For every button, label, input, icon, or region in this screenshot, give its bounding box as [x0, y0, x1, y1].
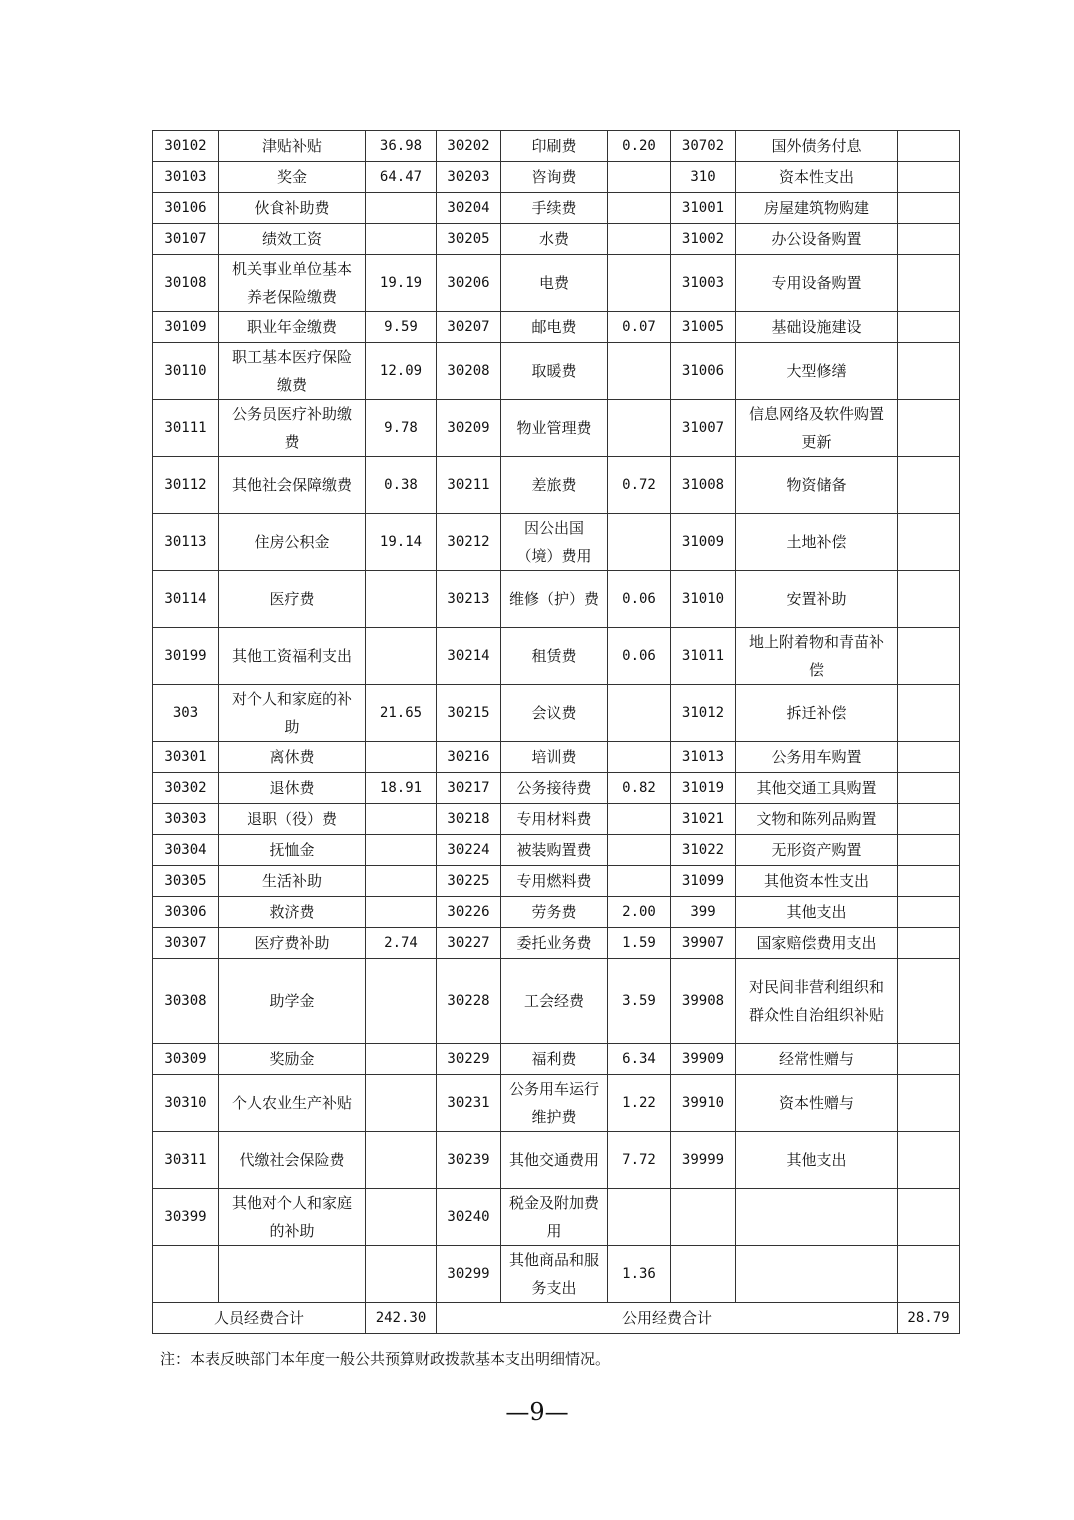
- cell-code-1: 30399: [153, 1189, 219, 1246]
- cell-code-1: 30309: [153, 1044, 219, 1075]
- cell-code-2: 30299: [437, 1246, 501, 1303]
- cell-name-3: 办公设备购置: [736, 224, 898, 255]
- cell-code-3: [671, 1189, 736, 1246]
- table-row: [153, 224, 960, 255]
- cell-name-2: 福利费: [501, 1044, 608, 1075]
- cell-value-3: [898, 773, 960, 804]
- cell-value-3: [898, 571, 960, 628]
- cell-value-2: 1.22: [608, 1075, 671, 1132]
- cell-value-2: 0.06: [608, 571, 671, 628]
- cell-value-1: [366, 1246, 437, 1303]
- cell-code-1: 30114: [153, 571, 219, 628]
- table-row: [153, 1132, 960, 1189]
- cell-code-1: 30308: [153, 959, 219, 1044]
- cell-value-1: [366, 897, 437, 928]
- cell-value-1: [366, 193, 437, 224]
- cell-name-2: 因公出国（境）费用: [501, 514, 608, 571]
- cell-code-3: 39999: [671, 1132, 736, 1189]
- table-row: [153, 685, 960, 742]
- cell-value-3: [898, 928, 960, 959]
- cell-name-3: 公务用车购置: [736, 742, 898, 773]
- public-total-label: 公用经费合计: [437, 1303, 898, 1334]
- cell-name-2: 其他商品和服务支出: [501, 1246, 608, 1303]
- table-row: [153, 866, 960, 897]
- cell-code-2: 30231: [437, 1075, 501, 1132]
- cell-value-3: [898, 959, 960, 1044]
- cell-code-3: 31002: [671, 224, 736, 255]
- cell-name-1: 其他对个人和家庭的补助: [219, 1189, 366, 1246]
- cell-value-1: 9.59: [366, 312, 437, 343]
- cell-value-3: [898, 1044, 960, 1075]
- cell-code-2: 30205: [437, 224, 501, 255]
- cell-code-1: 30311: [153, 1132, 219, 1189]
- personnel-total-label: 人员经费合计: [153, 1303, 366, 1334]
- cell-name-3: 房屋建筑物购建: [736, 193, 898, 224]
- cell-name-3: 安置补助: [736, 571, 898, 628]
- table-row: [153, 255, 960, 312]
- cell-value-3: [898, 457, 960, 514]
- table-row: [153, 162, 960, 193]
- cell-value-1: 19.19: [366, 255, 437, 312]
- cell-name-2: 培训费: [501, 742, 608, 773]
- cell-value-3: [898, 343, 960, 400]
- cell-value-3: [898, 312, 960, 343]
- table-row: [153, 343, 960, 400]
- cell-name-3: 其他交通工具购置: [736, 773, 898, 804]
- cell-name-3: 大型修缮: [736, 343, 898, 400]
- table-row: [153, 1189, 960, 1246]
- cell-code-1: 30113: [153, 514, 219, 571]
- cell-name-2: 委托业务费: [501, 928, 608, 959]
- cell-value-2: 7.72: [608, 1132, 671, 1189]
- cell-code-1: 30103: [153, 162, 219, 193]
- cell-value-1: [366, 1044, 437, 1075]
- cell-name-2: 工会经费: [501, 959, 608, 1044]
- cell-name-3: [736, 1246, 898, 1303]
- cell-value-3: [898, 742, 960, 773]
- cell-code-2: 30226: [437, 897, 501, 928]
- table-row: [153, 804, 960, 835]
- cell-name-1: 公务员医疗补助缴费: [219, 400, 366, 457]
- cell-value-1: [366, 835, 437, 866]
- cell-value-2: [608, 343, 671, 400]
- cell-value-3: [898, 804, 960, 835]
- cell-code-2: 30202: [437, 131, 501, 162]
- cell-code-3: 39909: [671, 1044, 736, 1075]
- cell-name-1: 代缴社会保险费: [219, 1132, 366, 1189]
- cell-name-3: [736, 1189, 898, 1246]
- cell-name-1: 医疗费: [219, 571, 366, 628]
- cell-value-3: [898, 685, 960, 742]
- total-row: [153, 1303, 960, 1334]
- cell-name-1: 职业年金缴费: [219, 312, 366, 343]
- cell-value-3: [898, 835, 960, 866]
- table-row: [153, 959, 960, 1044]
- cell-code-1: 30304: [153, 835, 219, 866]
- table-row: [153, 835, 960, 866]
- cell-name-1: 退休费: [219, 773, 366, 804]
- cell-name-2: 税金及附加费用: [501, 1189, 608, 1246]
- cell-code-1: 30302: [153, 773, 219, 804]
- cell-code-2: 30218: [437, 804, 501, 835]
- cell-code-1: 30310: [153, 1075, 219, 1132]
- cell-name-2: 会议费: [501, 685, 608, 742]
- table-row: [153, 514, 960, 571]
- table-row: [153, 131, 960, 162]
- cell-value-3: [898, 1132, 960, 1189]
- cell-code-2: 30213: [437, 571, 501, 628]
- cell-value-1: [366, 628, 437, 685]
- cell-code-1: 30102: [153, 131, 219, 162]
- cell-value-3: [898, 1246, 960, 1303]
- cell-code-1: 30107: [153, 224, 219, 255]
- cell-name-3: 对民间非营利组织和群众性自治组织补贴: [736, 959, 898, 1044]
- cell-code-1: 30301: [153, 742, 219, 773]
- cell-name-2: 公务接待费: [501, 773, 608, 804]
- table-row: [153, 897, 960, 928]
- cell-name-1: 机关事业单位基本养老保险缴费: [219, 255, 366, 312]
- cell-code-2: 30216: [437, 742, 501, 773]
- table-row: [153, 773, 960, 804]
- cell-name-3: 专用设备购置: [736, 255, 898, 312]
- cell-value-2: 0.06: [608, 628, 671, 685]
- budget-detail-table: [152, 130, 960, 1334]
- cell-name-3: 其他资本性支出: [736, 866, 898, 897]
- cell-code-1: 30199: [153, 628, 219, 685]
- cell-code-3: 31006: [671, 343, 736, 400]
- cell-name-1: 救济费: [219, 897, 366, 928]
- cell-name-2: 咨询费: [501, 162, 608, 193]
- cell-value-2: [608, 742, 671, 773]
- cell-value-2: [608, 514, 671, 571]
- table-row: [153, 1044, 960, 1075]
- cell-name-3: 资本性支出: [736, 162, 898, 193]
- cell-code-2: 30204: [437, 193, 501, 224]
- cell-name-3: 文物和陈列品购置: [736, 804, 898, 835]
- cell-value-1: [366, 804, 437, 835]
- cell-code-1: 30112: [153, 457, 219, 514]
- cell-code-3: 30702: [671, 131, 736, 162]
- cell-name-2: 维修（护）费: [501, 571, 608, 628]
- cell-value-2: [608, 400, 671, 457]
- cell-code-2: 30214: [437, 628, 501, 685]
- cell-name-3: 其他支出: [736, 1132, 898, 1189]
- cell-name-3: 信息网络及软件购置更新: [736, 400, 898, 457]
- table-row: [153, 400, 960, 457]
- cell-name-1: 绩效工资: [219, 224, 366, 255]
- cell-name-1: 医疗费补助: [219, 928, 366, 959]
- cell-code-2: 30206: [437, 255, 501, 312]
- table-row: [153, 312, 960, 343]
- table-body: [153, 131, 960, 1303]
- cell-code-1: 30307: [153, 928, 219, 959]
- cell-name-2: 其他交通费用: [501, 1132, 608, 1189]
- cell-code-3: 399: [671, 897, 736, 928]
- cell-name-3: 无形资产购置: [736, 835, 898, 866]
- cell-value-2: [608, 224, 671, 255]
- cell-name-1: 生活补助: [219, 866, 366, 897]
- cell-name-3: 土地补偿: [736, 514, 898, 571]
- cell-name-3: 拆迁补偿: [736, 685, 898, 742]
- cell-code-3: 31007: [671, 400, 736, 457]
- cell-code-1: 30111: [153, 400, 219, 457]
- cell-name-2: 差旅费: [501, 457, 608, 514]
- cell-value-3: [898, 897, 960, 928]
- cell-value-3: [898, 1075, 960, 1132]
- cell-code-1: 30110: [153, 343, 219, 400]
- cell-code-3: 31099: [671, 866, 736, 897]
- cell-value-2: [608, 866, 671, 897]
- cell-code-3: 31005: [671, 312, 736, 343]
- cell-code-1: 30106: [153, 193, 219, 224]
- cell-name-3: 国外债务付息: [736, 131, 898, 162]
- table-row: [153, 1246, 960, 1303]
- cell-code-3: 31013: [671, 742, 736, 773]
- cell-value-2: 6.34: [608, 1044, 671, 1075]
- cell-code-3: 31001: [671, 193, 736, 224]
- cell-name-1: 奖金: [219, 162, 366, 193]
- cell-name-3: 经常性赠与: [736, 1044, 898, 1075]
- cell-name-2: 物业管理费: [501, 400, 608, 457]
- cell-code-1: [153, 1246, 219, 1303]
- table-row: [153, 928, 960, 959]
- cell-name-2: 公务用车运行维护费: [501, 1075, 608, 1132]
- cell-value-2: [608, 685, 671, 742]
- page-number: —9—: [505, 1398, 569, 1426]
- cell-name-3: 基础设施建设: [736, 312, 898, 343]
- cell-name-3: 国家赔偿费用支出: [736, 928, 898, 959]
- table-note: 注：本表反映部门本年度一般公共预算财政拨款基本支出明细情况。: [160, 1350, 611, 1368]
- cell-code-1: 30109: [153, 312, 219, 343]
- cell-value-3: [898, 628, 960, 685]
- table-row: [153, 628, 960, 685]
- cell-code-2: 30217: [437, 773, 501, 804]
- cell-code-2: 30225: [437, 866, 501, 897]
- cell-code-3: 31022: [671, 835, 736, 866]
- cell-name-1: 助学金: [219, 959, 366, 1044]
- cell-value-1: 21.65: [366, 685, 437, 742]
- cell-code-1: 30108: [153, 255, 219, 312]
- cell-value-1: 36.98: [366, 131, 437, 162]
- cell-name-1: 离休费: [219, 742, 366, 773]
- cell-name-1: 其他社会保障缴费: [219, 457, 366, 514]
- cell-value-1: [366, 571, 437, 628]
- cell-value-1: 19.14: [366, 514, 437, 571]
- cell-code-1: 30303: [153, 804, 219, 835]
- cell-name-2: 租赁费: [501, 628, 608, 685]
- cell-name-1: 伙食补助费: [219, 193, 366, 224]
- cell-name-2: 水费: [501, 224, 608, 255]
- cell-name-1: 抚恤金: [219, 835, 366, 866]
- cell-name-2: 专用材料费: [501, 804, 608, 835]
- cell-name-1: 对个人和家庭的补助: [219, 685, 366, 742]
- cell-value-3: [898, 162, 960, 193]
- cell-value-2: [608, 835, 671, 866]
- cell-value-1: [366, 959, 437, 1044]
- cell-name-3: 资本性赠与: [736, 1075, 898, 1132]
- table-row: [153, 742, 960, 773]
- table-row: [153, 457, 960, 514]
- cell-name-1: 奖励金: [219, 1044, 366, 1075]
- cell-value-3: [898, 866, 960, 897]
- cell-code-2: 30239: [437, 1132, 501, 1189]
- cell-code-3: 39908: [671, 959, 736, 1044]
- cell-code-2: 30240: [437, 1189, 501, 1246]
- cell-value-3: [898, 1189, 960, 1246]
- table-row: [153, 571, 960, 628]
- cell-name-1: 职工基本医疗保险缴费: [219, 343, 366, 400]
- cell-name-2: 专用燃料费: [501, 866, 608, 897]
- cell-code-2: 30207: [437, 312, 501, 343]
- cell-code-3: 39910: [671, 1075, 736, 1132]
- cell-value-2: 2.00: [608, 897, 671, 928]
- cell-name-3: 地上附着物和青苗补偿: [736, 628, 898, 685]
- public-total-value: 28.79: [898, 1303, 960, 1334]
- cell-name-3: 物资储备: [736, 457, 898, 514]
- cell-code-3: 310: [671, 162, 736, 193]
- cell-value-1: 0.38: [366, 457, 437, 514]
- cell-value-1: 2.74: [366, 928, 437, 959]
- cell-name-1: [219, 1246, 366, 1303]
- cell-code-2: 30212: [437, 514, 501, 571]
- cell-code-3: 31019: [671, 773, 736, 804]
- cell-value-1: [366, 1189, 437, 1246]
- cell-value-2: [608, 162, 671, 193]
- cell-code-2: 30228: [437, 959, 501, 1044]
- cell-value-3: [898, 255, 960, 312]
- cell-value-3: [898, 514, 960, 571]
- table-row: [153, 193, 960, 224]
- cell-name-2: 印刷费: [501, 131, 608, 162]
- cell-value-2: 3.59: [608, 959, 671, 1044]
- cell-value-1: 64.47: [366, 162, 437, 193]
- cell-code-3: 31003: [671, 255, 736, 312]
- cell-code-1: 30305: [153, 866, 219, 897]
- cell-code-3: 39907: [671, 928, 736, 959]
- cell-value-2: [608, 193, 671, 224]
- cell-code-2: 30209: [437, 400, 501, 457]
- cell-name-1: 住房公积金: [219, 514, 366, 571]
- cell-value-2: 1.59: [608, 928, 671, 959]
- cell-value-1: [366, 1132, 437, 1189]
- cell-value-3: [898, 400, 960, 457]
- cell-value-2: [608, 255, 671, 312]
- cell-code-3: 31009: [671, 514, 736, 571]
- cell-name-2: 被装购置费: [501, 835, 608, 866]
- cell-name-2: 取暖费: [501, 343, 608, 400]
- cell-code-2: 30203: [437, 162, 501, 193]
- cell-name-1: 其他工资福利支出: [219, 628, 366, 685]
- cell-code-1: 303: [153, 685, 219, 742]
- cell-name-2: 邮电费: [501, 312, 608, 343]
- cell-name-1: 个人农业生产补贴: [219, 1075, 366, 1132]
- cell-code-3: 31021: [671, 804, 736, 835]
- cell-value-2: 0.82: [608, 773, 671, 804]
- cell-value-1: 9.78: [366, 400, 437, 457]
- cell-name-2: 电费: [501, 255, 608, 312]
- cell-code-2: 30227: [437, 928, 501, 959]
- cell-name-3: 其他支出: [736, 897, 898, 928]
- cell-code-3: 31010: [671, 571, 736, 628]
- cell-code-2: 30211: [437, 457, 501, 514]
- cell-value-3: [898, 224, 960, 255]
- cell-code-2: 30215: [437, 685, 501, 742]
- cell-value-3: [898, 193, 960, 224]
- cell-value-2: 0.20: [608, 131, 671, 162]
- cell-name-1: 津贴补贴: [219, 131, 366, 162]
- cell-code-3: 31012: [671, 685, 736, 742]
- cell-value-2: [608, 804, 671, 835]
- personnel-total-value: 242.30: [366, 1303, 437, 1334]
- table-row: [153, 1075, 960, 1132]
- cell-value-1: [366, 224, 437, 255]
- cell-name-1: 退职（役）费: [219, 804, 366, 835]
- cell-value-1: 18.91: [366, 773, 437, 804]
- cell-name-2: 劳务费: [501, 897, 608, 928]
- cell-code-2: 30229: [437, 1044, 501, 1075]
- cell-value-2: [608, 1189, 671, 1246]
- cell-code-3: [671, 1246, 736, 1303]
- cell-value-1: [366, 866, 437, 897]
- cell-code-3: 31011: [671, 628, 736, 685]
- cell-value-3: [898, 131, 960, 162]
- cell-name-2: 手续费: [501, 193, 608, 224]
- cell-code-1: 30306: [153, 897, 219, 928]
- cell-value-2: 0.72: [608, 457, 671, 514]
- cell-code-2: 30224: [437, 835, 501, 866]
- cell-value-2: 0.07: [608, 312, 671, 343]
- cell-code-2: 30208: [437, 343, 501, 400]
- cell-value-1: [366, 742, 437, 773]
- cell-code-3: 31008: [671, 457, 736, 514]
- cell-value-1: 12.09: [366, 343, 437, 400]
- cell-value-1: [366, 1075, 437, 1132]
- cell-value-2: 1.36: [608, 1246, 671, 1303]
